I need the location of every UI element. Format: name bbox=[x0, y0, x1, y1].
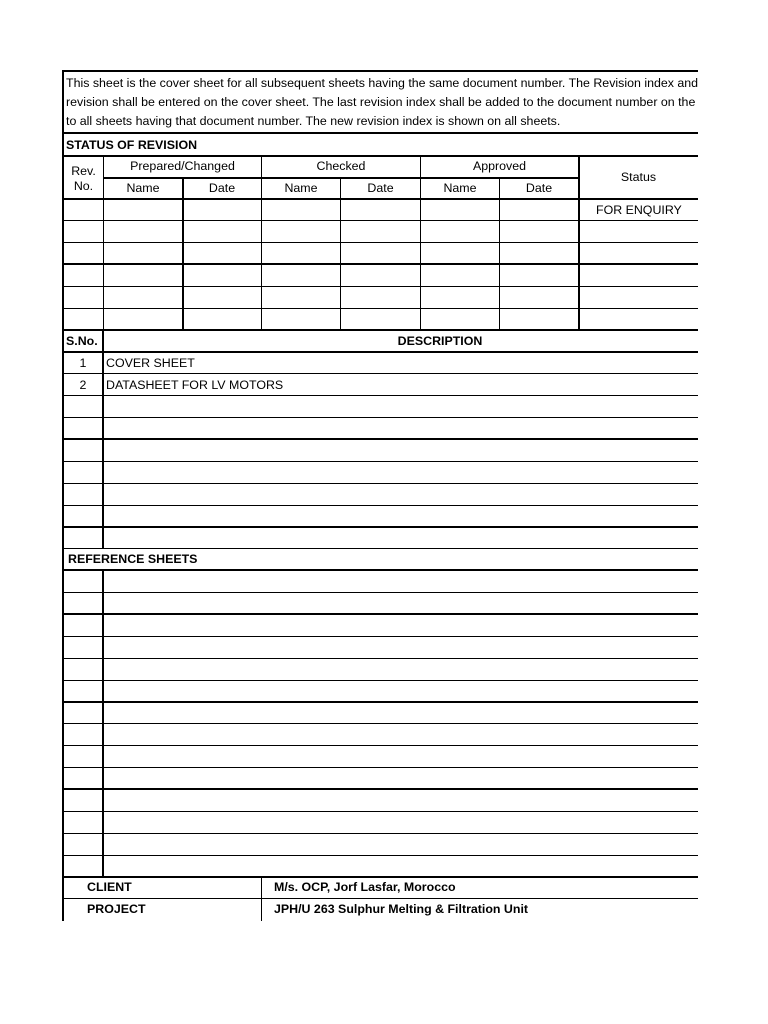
description-header-label: DESCRIPTION bbox=[397, 334, 483, 348]
project-label: PROJECT bbox=[87, 902, 146, 916]
reference-title-rule bbox=[62, 569, 698, 571]
revision-row-rule bbox=[62, 263, 698, 265]
reference-row-rule bbox=[62, 658, 698, 659]
checked-date-header: Date bbox=[367, 181, 394, 195]
contents-sno-cell: 2 bbox=[79, 378, 87, 392]
revision-row-rule bbox=[62, 308, 698, 309]
checked-name-header: Name bbox=[284, 181, 318, 195]
intro-line-2: revision shall be entered on the cover sheet. The last revision index shall be added to the document number on the bbox=[66, 95, 696, 110]
reference-row-rule bbox=[62, 701, 698, 703]
revision-top-rule bbox=[62, 132, 698, 134]
approved-date-header: Date bbox=[525, 181, 553, 195]
sno-header: S.No. bbox=[66, 334, 98, 348]
reference-row-rule bbox=[62, 811, 698, 812]
revision-col-divider bbox=[340, 177, 341, 330]
contents-row-rule bbox=[62, 395, 698, 396]
rev-no-header bbox=[64, 164, 103, 194]
footer-col-divider bbox=[261, 877, 262, 921]
contents-header-rule bbox=[62, 351, 698, 353]
intro-line-1: This sheet is the cover sheet for all subsequent sheets having the same document number. The Revision index and bbox=[66, 76, 698, 90]
reference-row-rule bbox=[62, 680, 698, 681]
client-value: M/s. OCP, Jorf Lasfar, Morocco bbox=[274, 880, 456, 894]
revision-title: STATUS OF REVISION bbox=[66, 138, 198, 152]
revision-col-divider bbox=[499, 177, 500, 330]
client-label: CLIENT bbox=[87, 880, 132, 894]
contents-row-rule bbox=[62, 461, 698, 462]
contents-row-rule bbox=[62, 417, 698, 418]
revision-col-divider bbox=[261, 155, 262, 330]
revision-row-rule bbox=[62, 220, 698, 221]
prepared-header: Prepared/Changed bbox=[130, 159, 235, 173]
revision-table-bottom-rule bbox=[62, 329, 698, 331]
contents-description-cell: DATASHEET FOR LV MOTORS bbox=[106, 378, 284, 392]
revision-subheader-rule bbox=[104, 177, 578, 179]
contents-row-rule bbox=[62, 373, 698, 374]
reference-row-rule bbox=[62, 788, 698, 790]
prepared-name-header: Name bbox=[126, 181, 160, 195]
intro-paragraph bbox=[66, 74, 698, 132]
revision-col-divider bbox=[578, 155, 580, 330]
reference-row-rule bbox=[62, 745, 698, 746]
contents-sno-cell: 1 bbox=[79, 356, 87, 370]
project-value: JPH/U 263 Sulphur Melting & Filtration Unit bbox=[274, 902, 529, 916]
reference-row-rule bbox=[62, 592, 698, 593]
contents-description-cell: COVER SHEET bbox=[106, 356, 195, 370]
revision-title-rule bbox=[62, 155, 698, 157]
contents-row-rule bbox=[62, 438, 698, 440]
description-header bbox=[104, 334, 768, 348]
contents-row-rule bbox=[62, 505, 698, 506]
contents-row-rule bbox=[62, 526, 698, 528]
prepared-date-header: Date bbox=[208, 181, 236, 195]
reference-row-rule bbox=[62, 723, 698, 724]
reference-row-rule bbox=[62, 636, 698, 637]
intro-line-3: to all sheets having that document number. The new revision index is shown on all sheets. bbox=[66, 114, 561, 129]
reference-row-rule bbox=[62, 855, 698, 856]
revision-col-divider bbox=[420, 155, 421, 330]
reference-col-divider bbox=[102, 570, 104, 877]
reference-title: REFERENCE SHEETS bbox=[68, 552, 198, 566]
revision-status-cell: FOR ENQUIRY bbox=[596, 203, 682, 217]
reference-row-rule bbox=[62, 767, 698, 768]
footer-row-rule bbox=[62, 898, 698, 899]
reference-top-rule bbox=[62, 548, 698, 549]
approved-name-header: Name bbox=[443, 181, 477, 195]
revision-row-rule bbox=[62, 242, 698, 243]
sheet-top-border bbox=[62, 70, 698, 72]
status-header: Status bbox=[620, 170, 657, 184]
reference-bottom-rule bbox=[62, 876, 698, 878]
approved-header: Approved bbox=[472, 159, 527, 173]
rev-no-label: Rev. No. bbox=[71, 164, 96, 193]
revision-col-divider bbox=[182, 177, 184, 330]
contents-col-divider bbox=[102, 330, 104, 548]
revision-row-rule bbox=[62, 286, 698, 287]
reference-row-rule bbox=[62, 833, 698, 834]
contents-row-rule bbox=[62, 483, 698, 484]
revision-header-bottom-rule bbox=[62, 198, 698, 200]
checked-header: Checked bbox=[316, 159, 366, 173]
revision-col-divider bbox=[103, 155, 104, 330]
reference-row-rule bbox=[62, 613, 698, 615]
